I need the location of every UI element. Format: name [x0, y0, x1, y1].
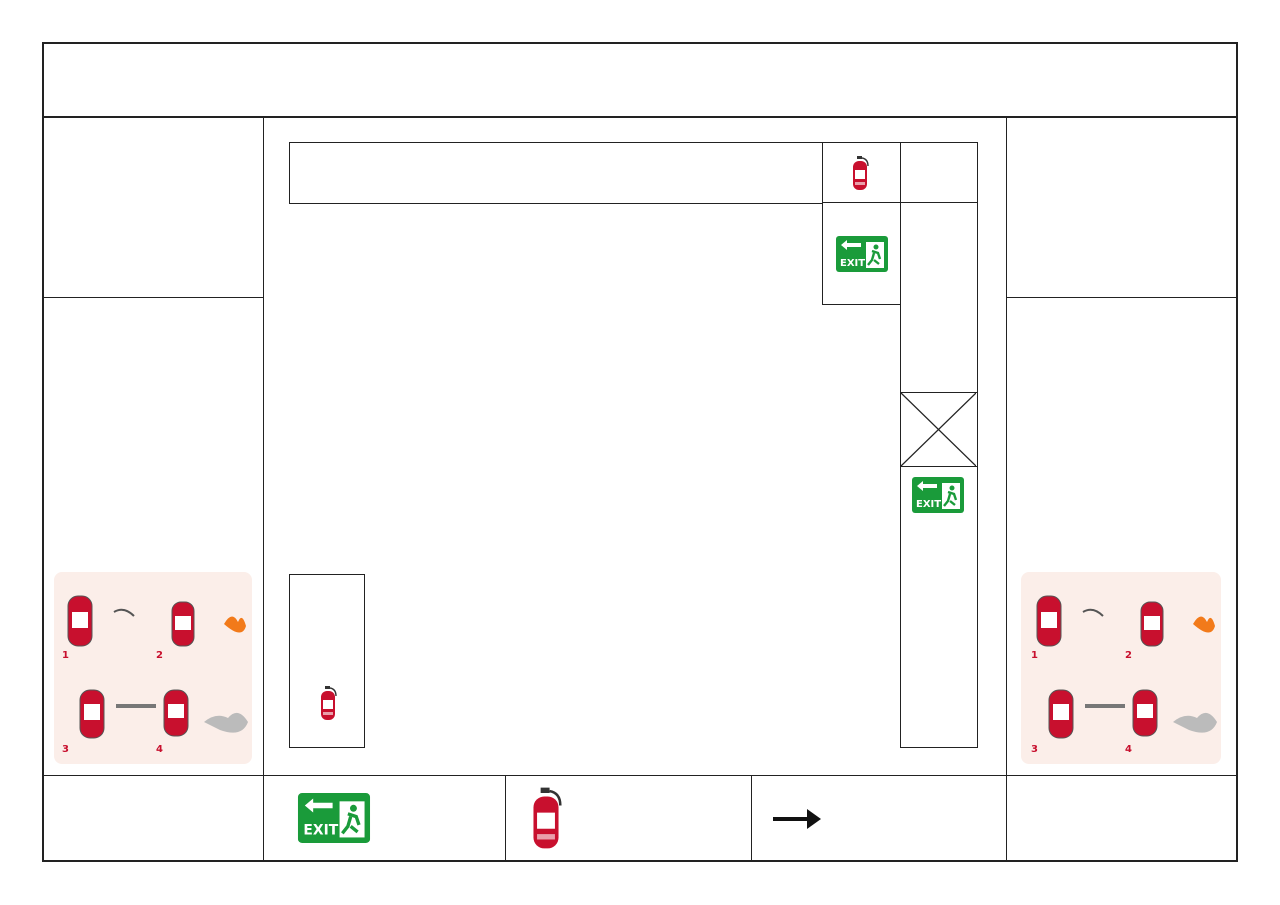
svg-text:1: 1: [1031, 650, 1038, 661]
svg-text:2: 2: [156, 650, 163, 661]
svg-text:3: 3: [1031, 744, 1038, 755]
svg-text:1: 1: [62, 650, 69, 661]
restroom: [900, 202, 978, 394]
extinguisher-instruction-illustration: [54, 572, 252, 764]
extinguisher-howto-section: [1008, 312, 1236, 326]
extinguisher-instruction-illustration: [1021, 572, 1221, 764]
legend-brand: [44, 776, 263, 861]
arrow-right-icon: [773, 806, 823, 836]
descender-cell: [900, 142, 978, 204]
svg-text:2: 2: [1125, 650, 1132, 661]
divider: [505, 775, 506, 862]
fire-extinguisher-icon: [528, 784, 564, 856]
divider: [42, 297, 264, 298]
fire-extinguisher-icon: [850, 154, 870, 196]
fire-extinguisher-icon: [318, 684, 338, 726]
divider: [751, 775, 752, 862]
divider: [1006, 297, 1238, 298]
extinguisher-usage-section: [44, 310, 262, 349]
divider: [1006, 118, 1007, 862]
section-title: [44, 134, 262, 159]
section-title: [44, 310, 262, 335]
exit-sign-icon: [296, 793, 372, 847]
fire-emergency-plan-section: [1008, 146, 1236, 152]
legend-descender: [1008, 790, 1236, 794]
exit-sign-icon: [912, 477, 964, 517]
svg-text:4: 4: [156, 744, 163, 755]
svg-text:4: 4: [1125, 744, 1132, 755]
page-title: [42, 42, 1238, 118]
fire-evacuation-section: [44, 134, 262, 171]
corridor-top: [289, 142, 824, 204]
stairwell: [900, 392, 978, 468]
stairwell-cross-icon: [901, 393, 976, 466]
divider: [263, 118, 264, 862]
svg-text:3: 3: [62, 744, 69, 755]
exit-sign-icon: [836, 236, 888, 276]
